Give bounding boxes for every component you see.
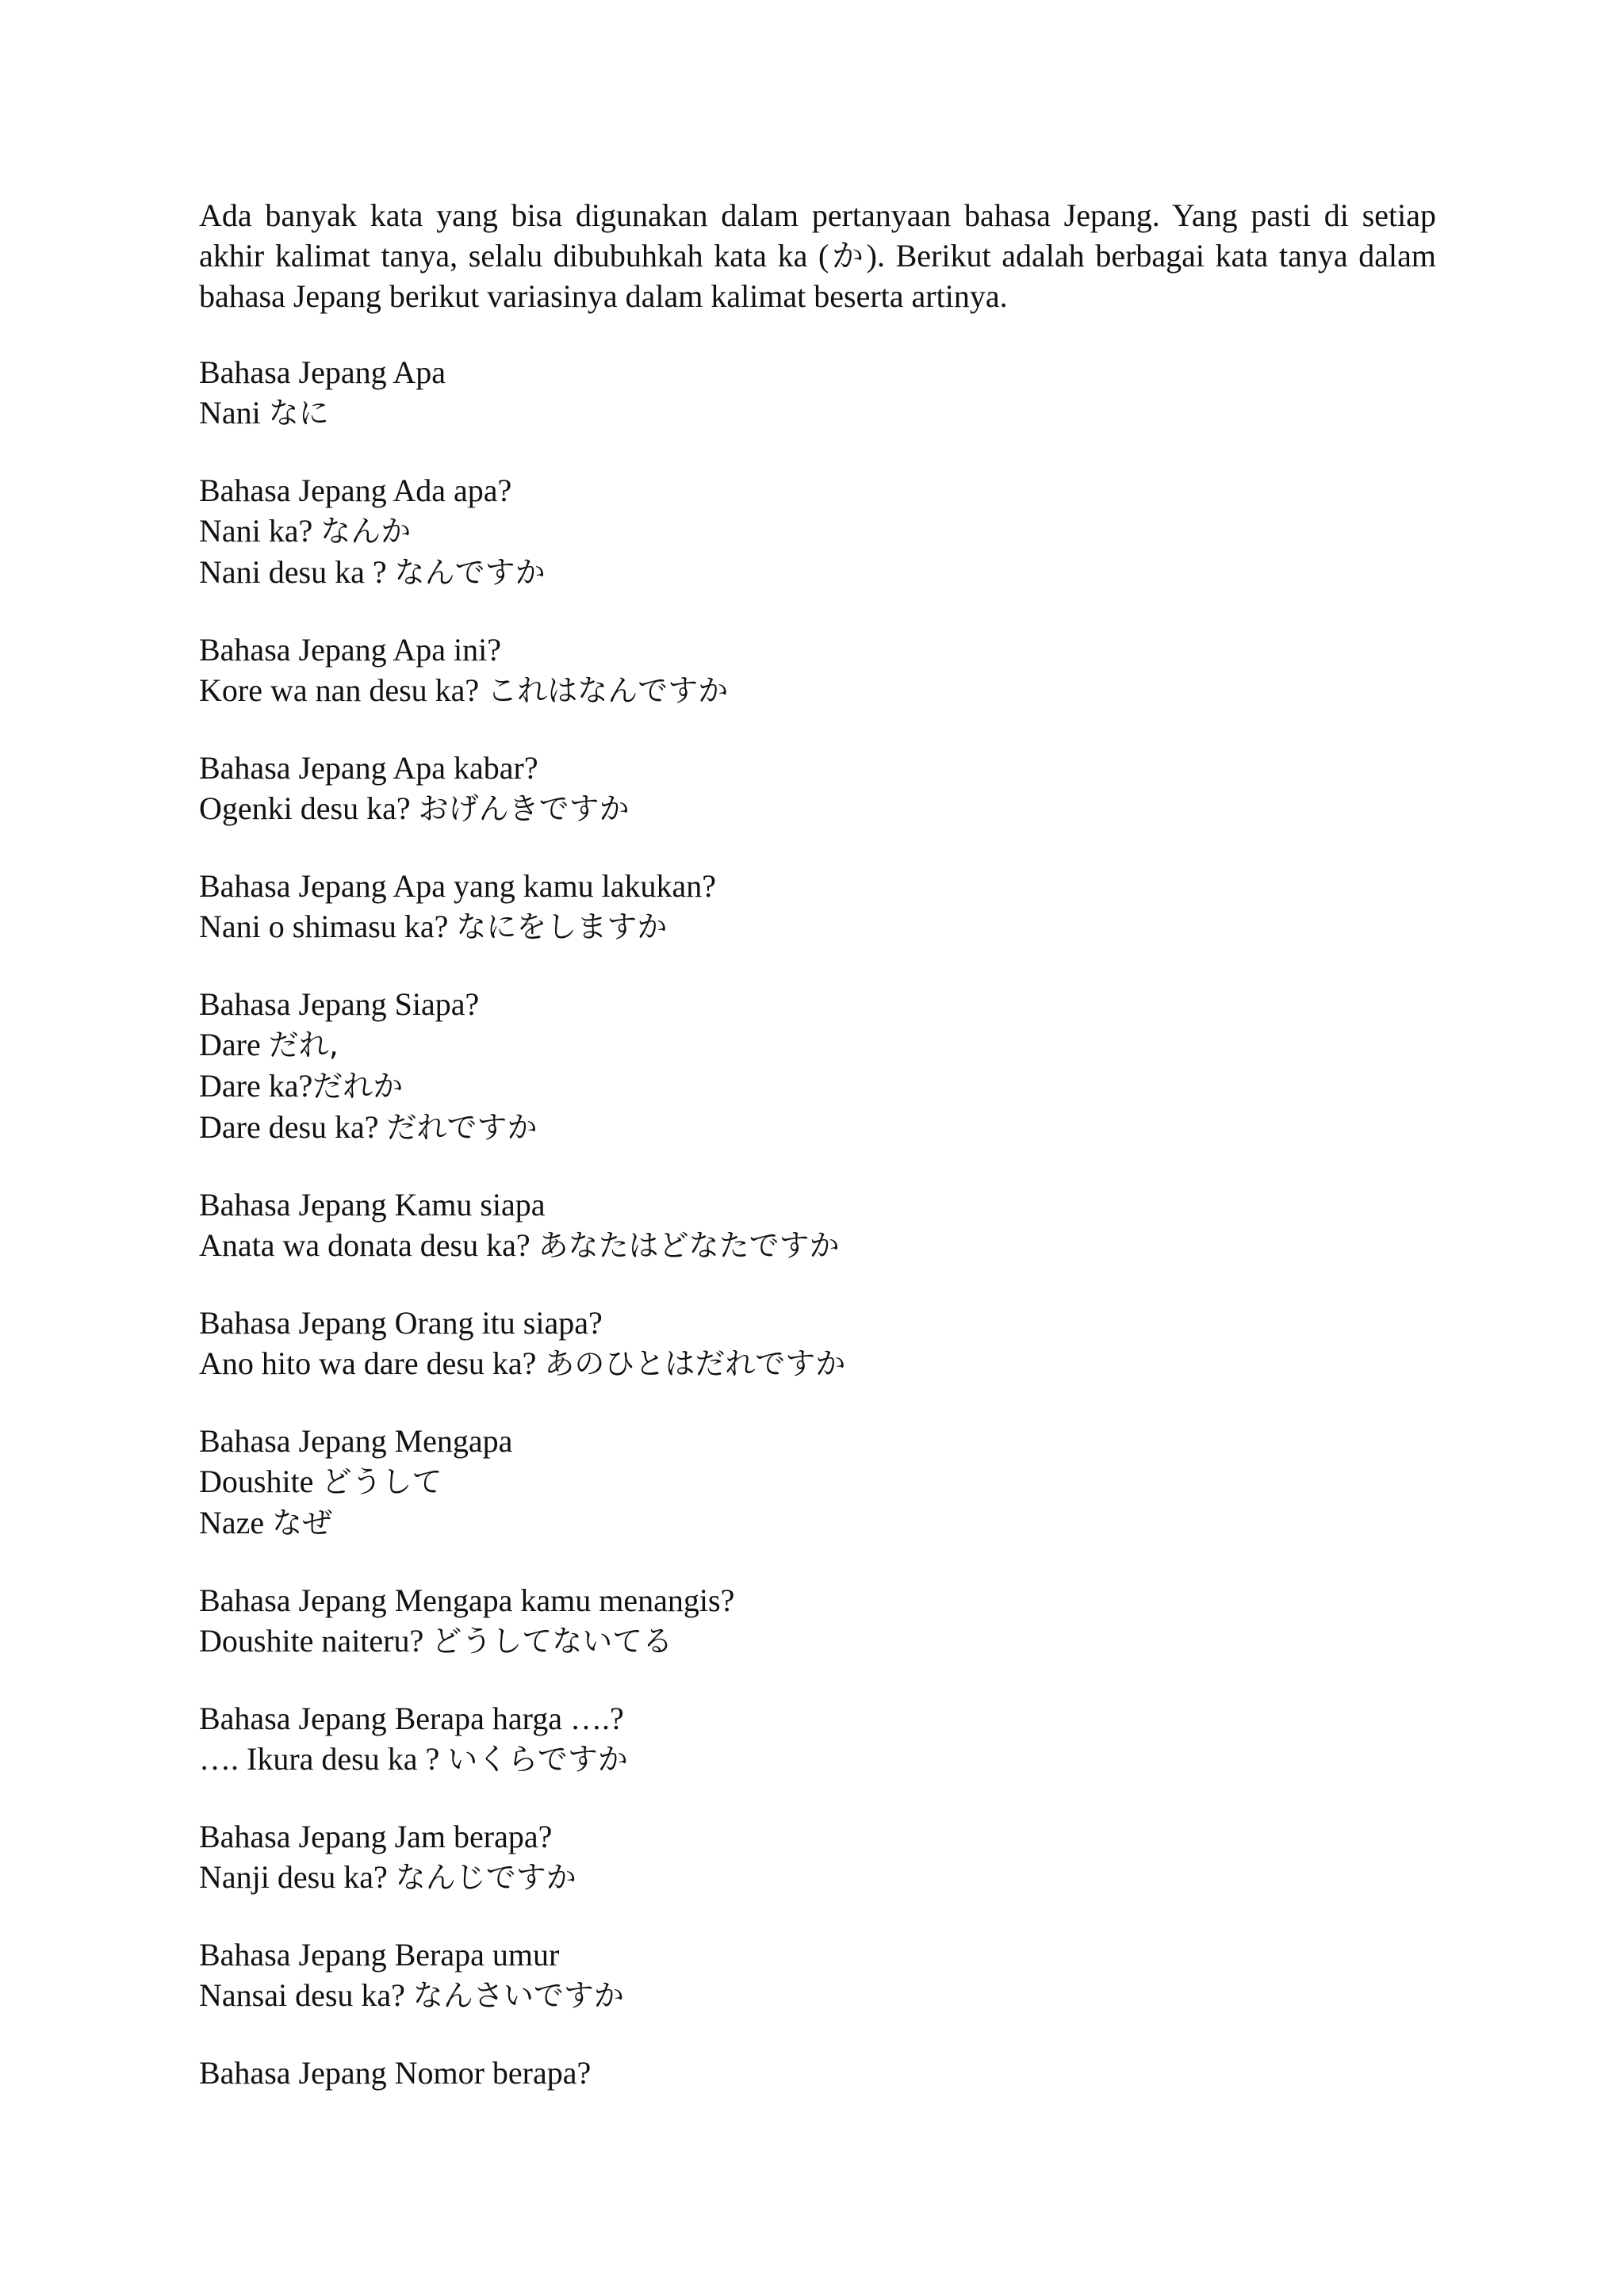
entry-example-line [199, 1225, 1436, 1266]
romaji-text: Bahasa Jepang Siapa? [199, 986, 480, 1022]
romaji-text: Dare desu ka? [199, 1109, 387, 1145]
japanese-text: なにをしますか [456, 909, 668, 944]
entry-heading [199, 1184, 1436, 1225]
romaji-text: Bahasa Jepang Berapa harga ….? [199, 1701, 624, 1736]
romaji-text: Nani desu ka ? [199, 554, 395, 590]
romaji-text: Nani o shimasu ka? [199, 909, 457, 944]
entry-block [199, 1816, 1436, 1898]
entry-block [199, 352, 1436, 434]
entry-block [199, 1580, 1436, 1662]
entry-block [199, 748, 1436, 829]
entry-example-line [199, 1502, 1436, 1544]
romaji-text: Bahasa Jepang Mengapa kamu menangis? [199, 1582, 735, 1618]
entry-block [199, 1303, 1436, 1384]
japanese-text: だれですか [386, 1110, 538, 1145]
romaji-text: Nansai desu ka? [199, 1977, 413, 2013]
entry-heading [199, 352, 1436, 392]
japanese-text: なぜ [272, 1506, 333, 1540]
romaji-text: Ano hito wa dare desu ka? [199, 1345, 545, 1381]
romaji-text: Bahasa Jepang Apa yang kamu lakukan? [199, 868, 717, 904]
entry-example-line [199, 1461, 1436, 1502]
japanese-text: どうしてないてる [431, 1624, 673, 1659]
entry-heading [199, 470, 1436, 511]
entry-heading [199, 1698, 1436, 1739]
romaji-text: Bahasa Jepang Apa ini? [199, 632, 501, 668]
japanese-text: だれか [312, 1069, 404, 1104]
entry-block [199, 984, 1436, 1148]
romaji-text: Bahasa Jepang Apa kabar? [199, 750, 538, 786]
romaji-text: Bahasa Jepang Jam berapa? [199, 1819, 553, 1854]
entry-heading [199, 629, 1436, 670]
japanese-text: なんさいですか [412, 1978, 624, 2013]
entry-example-line [199, 552, 1436, 593]
intro-paragraph: Ada banyak kata yang bisa digunakan dalam pertanyaan bahasa Jepang. Yang pasti di setiap akhir kalimat tanya, selalu dibubuhkah kata ka (か). Berikut adalah berbagai kata tanya dalam bahasa Jepang berikut variasinya dalam kalimat beserta artinya. [199, 197, 1436, 314]
entry-example-line [199, 392, 1436, 434]
romaji-text: Bahasa Jepang Kamu siapa [199, 1187, 546, 1223]
entry-block [199, 866, 1436, 947]
romaji-text: Anata wa donata desu ka? [199, 1227, 538, 1263]
entry-heading [199, 2053, 1436, 2093]
entry-heading [199, 1934, 1436, 1975]
entry-block [199, 1698, 1436, 1780]
romaji-text: Bahasa Jepang Nomor berapa? [199, 2055, 592, 2091]
entry-example-line [199, 906, 1436, 947]
japanese-text: なに [268, 396, 329, 430]
entry-heading [199, 1421, 1436, 1461]
entry-block [199, 1934, 1436, 2016]
entry-heading [199, 866, 1436, 906]
entry-block [199, 1184, 1436, 1266]
entry-example-line [199, 788, 1436, 829]
romaji-text: Bahasa Jepang Mengapa [199, 1423, 513, 1459]
romaji-text: …. Ikura desu ka ? [199, 1741, 448, 1777]
entry-example-line [199, 1066, 1436, 1107]
entry-example-line [199, 1024, 1436, 1066]
entry-heading [199, 748, 1436, 788]
japanese-text: どうして [321, 1464, 442, 1499]
romaji-text: Doushite [199, 1464, 322, 1499]
japanese-text: だれ, [268, 1027, 339, 1062]
entry-heading [199, 984, 1436, 1024]
entry-example-line [199, 1107, 1436, 1148]
romaji-text: Dare [199, 1027, 269, 1062]
entry-block [199, 2053, 1436, 2093]
entry-heading [199, 1816, 1436, 1857]
romaji-text: Bahasa Jepang Berapa umur [199, 1937, 560, 1973]
entry-example-line [199, 1621, 1436, 1662]
entry-heading [199, 1303, 1436, 1343]
romaji-text: Nanji desu ka? [199, 1859, 396, 1895]
entry-example-line [199, 1739, 1436, 1780]
japanese-text: なんじですか [395, 1860, 576, 1895]
entry-heading [199, 1580, 1436, 1621]
romaji-text: Bahasa Jepang Apa [199, 354, 446, 390]
romaji-text: Dare ka? [199, 1068, 313, 1104]
entry-example-line [199, 1975, 1436, 2016]
japanese-text: あなたはどなたですか [538, 1228, 840, 1263]
japanese-text: おげんきですか [418, 791, 630, 826]
entry-block [199, 470, 1436, 593]
romaji-text: Bahasa Jepang Orang itu siapa? [199, 1305, 603, 1341]
entry-example-line [199, 511, 1436, 552]
document-body [199, 195, 1436, 2130]
romaji-text: Nani ka? [199, 513, 321, 549]
entry-block [199, 629, 1436, 711]
romaji-text: Bahasa Jepang Ada apa? [199, 473, 512, 508]
romaji-text: Naze [199, 1505, 273, 1540]
question-word-list [199, 352, 1436, 2093]
entry-example-line [199, 1857, 1436, 1898]
japanese-text: なんですか [394, 555, 546, 590]
romaji-text: Ogenki desu ka? [199, 790, 419, 826]
entry-block [199, 1421, 1436, 1544]
entry-example-line [199, 670, 1436, 711]
romaji-text: Nani [199, 395, 269, 430]
japanese-text: これはなんですか [487, 673, 729, 708]
japanese-text: いくらですか [447, 1742, 628, 1777]
romaji-text: Kore wa nan desu ka? [199, 672, 488, 708]
romaji-text: Doushite naiteru? [199, 1623, 432, 1659]
japanese-text: あのひとはだれですか [544, 1346, 846, 1381]
japanese-text: なんか [320, 514, 412, 549]
entry-example-line [199, 1343, 1436, 1384]
